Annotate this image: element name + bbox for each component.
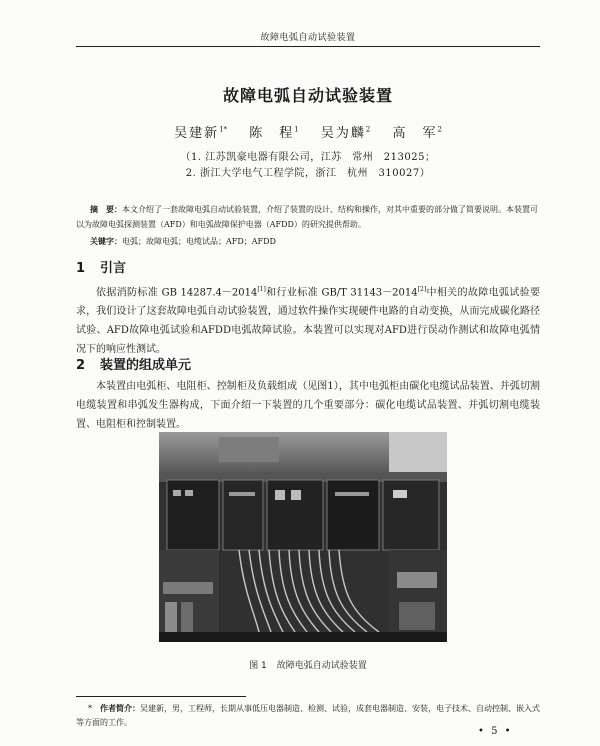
header-rule	[76, 46, 540, 47]
author-name: 吴建新	[174, 126, 220, 141]
section-title: 引言	[100, 261, 127, 276]
author	[392, 126, 441, 141]
affiliation-line: （1. 江苏凯豪电器有限公司，江苏 常州 213025；	[180, 152, 436, 163]
section-number: 2	[76, 358, 86, 373]
text-run: 中相关的故障电弧试验要求，我们设计了这套故障电弧自动试验装置，通过软件操作实现硬件电路的自动变换，从而完成碳化路径试验、AFD故障电弧试验和AFDD电弧故障试验。本装置可以实现对AFD进行误动作测试和故障电弧情况下的响应性测试。	[76, 287, 540, 356]
footnote-label: 作者简介：	[100, 704, 140, 713]
footnote	[76, 702, 540, 730]
author	[174, 126, 227, 141]
figure-label: 图 1	[249, 661, 267, 671]
paper-title: 故障电弧自动试验装置	[222, 86, 393, 105]
footnote-marker: *	[88, 704, 100, 713]
abstract-text: 本文介绍了一套故障电弧自动试验装置，介绍了装置的设计、结构和操作，对其中重要的部分做了简要说明。本装置可以为故障电弧探测装置（AFD）和电弧故障保护电器（AFDD）的研究提供帮助。	[76, 205, 538, 229]
keywords-label: 关键字：	[90, 237, 122, 246]
footnote-text: 吴建新，男，工程师，长期从事低压电器制造、检测、试验，成套电器制造、安装，电子技术、自动控制、嵌入式等方面的工作。	[76, 704, 540, 727]
author-name: 高 军	[392, 126, 438, 141]
author-name: 陈 程	[249, 126, 295, 141]
citation-mark: [2]	[417, 286, 427, 293]
text-run: 依据消防标准 GB 14287.4－2014	[96, 287, 258, 299]
section-title: 装置的组成单元	[100, 358, 192, 373]
author-affil-mark: 1*	[219, 125, 228, 134]
section-heading	[76, 257, 126, 276]
running-head: 故障电弧自动试验装置	[260, 33, 356, 43]
keywords	[90, 234, 540, 249]
section-number: 1	[76, 261, 86, 276]
figure-photo	[159, 432, 447, 642]
footnote-rule	[76, 696, 246, 697]
author-affil-mark: 2	[365, 125, 371, 134]
author-name: 吴为麟	[320, 126, 366, 141]
abstract	[76, 202, 540, 232]
affiliation-line: 2. 浙江大学电气工程学院，浙江 杭州 310027）	[185, 168, 431, 179]
author	[249, 126, 298, 141]
text-run: 和行业标准 GB/T 31143－2014	[265, 287, 418, 299]
author	[321, 126, 370, 141]
author-list	[76, 122, 540, 141]
section-heading	[76, 354, 191, 373]
body-paragraph	[76, 280, 540, 359]
citation-mark: [1]	[257, 286, 266, 293]
keywords-text: 电弧；故障电弧；电缆试品；AFD；AFDD	[122, 237, 276, 246]
figure-caption	[76, 658, 540, 671]
abstract-label: 摘 要：	[90, 205, 122, 214]
figure-caption-text: 故障电弧自动试验装置	[276, 661, 367, 671]
equipment-photo	[159, 432, 447, 642]
page-number: • 5 •	[478, 726, 513, 737]
author-affil-mark: 2	[437, 125, 442, 134]
author-affil-mark: 1	[294, 125, 299, 134]
body-paragraph: 本装置由电弧柜、电阻柜、控制柜及负载组成（见图1），其中电弧柜由碳化电缆试品装置、并弧切割电缆装置和串弧发生器构成，下面介绍一下装置的几个重要部分：碳化电缆试品装置、并弧切割电缆装置、电阻柜和控制装置。	[76, 381, 540, 430]
